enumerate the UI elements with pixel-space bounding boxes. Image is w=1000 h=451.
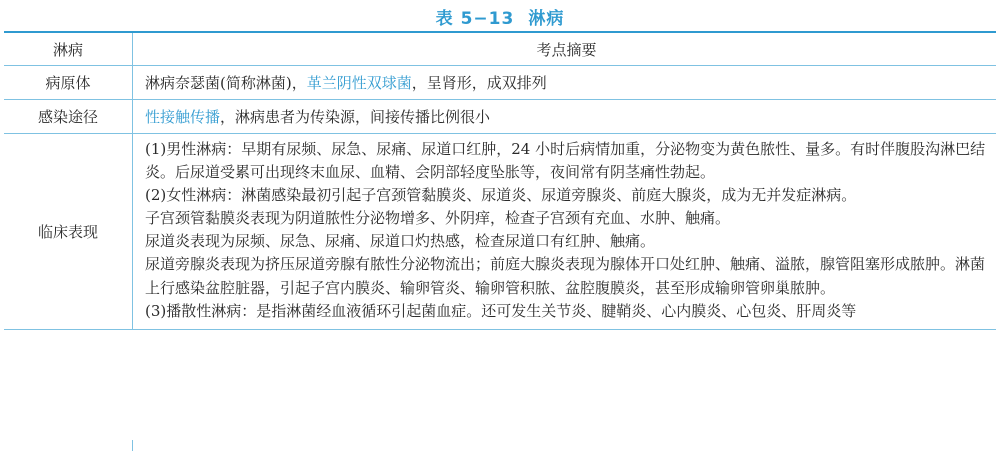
clinical-paragraph-urethritis: 尿道炎表现为尿频、尿急、尿痛、尿道口灼热感，检查尿道口有红肿、触痛。 bbox=[145, 232, 656, 251]
table-number: 表 5−13 bbox=[435, 9, 515, 29]
row-label-pathogen: 病原体 bbox=[4, 66, 133, 100]
pathogen-text-pre: 淋病奈瑟菌(简称淋菌)， bbox=[145, 74, 307, 92]
clinical-paragraph-disseminated: (3)播散性淋病：是指淋菌经血液循环引起菌血症。还可发生关节炎、腱鞘炎、心内膜炎、心包炎、肝周炎等 bbox=[145, 301, 857, 320]
table-row-pathogen bbox=[4, 66, 996, 100]
header-col-disease: 淋病 bbox=[4, 32, 133, 66]
pathogen-highlight: 革兰阴性双球菌 bbox=[306, 74, 412, 92]
table-row-clinical bbox=[4, 134, 996, 330]
transmission-highlight: 性接触传播 bbox=[145, 108, 221, 126]
next-row-divider bbox=[132, 440, 133, 451]
row-label-clinical: 临床表现 bbox=[4, 134, 133, 330]
clinical-paragraph-male: (1)男性淋病：早期有尿频、尿急、尿痛、尿道口红肿，24 小时后病情加重，分泌物变为黄色脓性、量多。有时伴腹股沟淋巴结炎。后尿道受累可出现终末血尿、血精、会阴部轻度坠胀等，夜间常有阴茎痛性勃起。 bbox=[145, 140, 986, 182]
row-label-transmission: 感染途径 bbox=[4, 100, 133, 134]
row-content-pathogen bbox=[133, 66, 997, 100]
clinical-paragraph-cervicitis: 子宫颈管黏膜炎表现为阴道脓性分泌物增多、外阴痒，检查子宫颈有充血、水肿、触痛。 bbox=[145, 209, 731, 228]
row-content-transmission bbox=[133, 100, 997, 134]
gonorrhea-table bbox=[4, 31, 996, 330]
table-row-transmission bbox=[4, 100, 996, 134]
transmission-text-post: ，淋病患者为传染源，间接传播比例很小 bbox=[220, 108, 491, 126]
pathogen-text-post: ，呈肾形，成双排列 bbox=[411, 74, 547, 92]
clinical-paragraph-paraurethral: 尿道旁腺炎表现为挤压尿道旁腺有脓性分泌物流出；前庭大腺炎表现为腺体开口处红肿、触痛、溢脓，腺管阻塞形成脓肿。淋菌上行感染盆腔脏器，引起子宫内膜炎、输卵管炎、输卵管积脓、盆腔腹膜炎，甚至形成输卵管卵巢脓肿。 bbox=[145, 255, 986, 297]
table-header-row bbox=[4, 32, 996, 66]
table-title: 淋病 bbox=[528, 9, 565, 29]
header-col-summary: 考点摘要 bbox=[133, 32, 997, 66]
table-caption bbox=[0, 4, 1000, 29]
row-content-clinical bbox=[133, 134, 997, 330]
clinical-paragraph-female: (2)女性淋病：淋菌感染最初引起子宫颈管黏膜炎、尿道炎、尿道旁腺炎、前庭大腺炎，成为无并发症淋病。 bbox=[145, 186, 857, 205]
